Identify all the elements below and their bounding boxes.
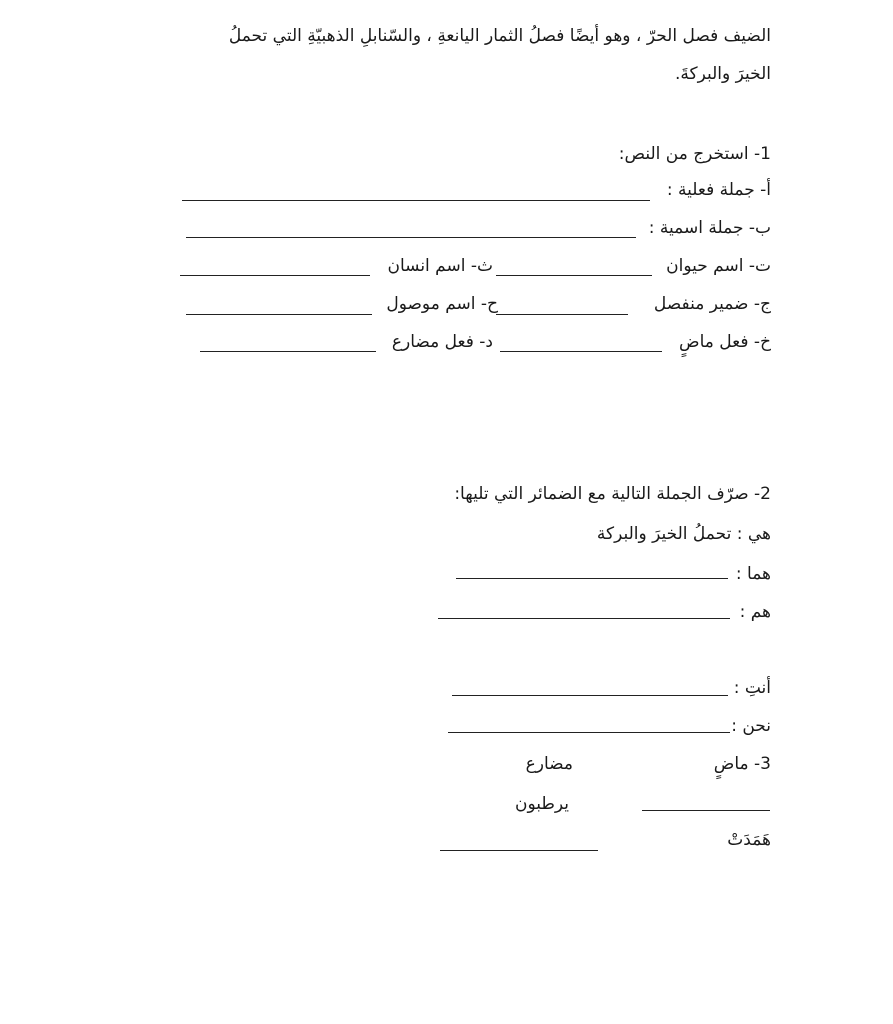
q1-b-answer-line[interactable] [186,237,636,238]
q2-heading: 2- صرّف الجملة التالية مع الضمائر التي تليها: [454,484,771,504]
q1-th-answer-line[interactable] [180,275,370,276]
q1-t-answer-line[interactable] [496,275,652,276]
q1-d-label: د- فعل مضارع [391,332,493,352]
q1-d-answer-line[interactable] [200,351,376,352]
q2-huma-label: هما : [735,564,771,584]
q3-heading: 3- ماضٍ [713,754,771,774]
q3-mudari-header: مضارع [525,754,573,774]
q2-huma-answer-line[interactable] [456,578,728,579]
q1-t-label: ت- اسم حيوان [666,256,771,276]
q1-h-label: ح- اسم موصول [386,294,498,314]
q2-anti-label: أنتِ : [733,678,771,698]
q1-kh-answer-line[interactable] [500,351,662,352]
q2-hum-label: هم : [739,602,771,622]
q2-hum-answer-line[interactable] [438,618,730,619]
passage-line-1: الضيف فصل الحرّ ، وهو أيضًا فصلُ الثمار اليانعةِ ، والسّنابلِ الذهبيّةِ التي تحملُ [228,26,771,46]
passage-line-2: الخيرَ والبركةَ. [674,64,771,84]
q1-j-label: ج- ضمير منفصل [653,294,771,314]
q1-j-answer-line[interactable] [496,314,628,315]
q2-nahnu-label: نحن : [731,716,771,736]
q1-th-label: ث- اسم انسان [387,256,493,276]
q1-heading: 1- استخرج من النص: [618,144,771,164]
q3-row2-word: هَمَدَتْ [727,830,771,850]
q3-row2-mudari-answer-line[interactable] [440,850,598,851]
q1-a-label: أ- جملة فعلية : [666,180,771,200]
q3-row1-madi-answer-line[interactable] [642,810,770,811]
q1-h-answer-line[interactable] [186,314,372,315]
q1-a-answer-line[interactable] [182,200,650,201]
q2-anti-answer-line[interactable] [452,695,728,696]
q2-example: هي : تحملُ الخيرَ والبركة [596,524,771,544]
q3-row1-word: يرطبون [514,794,569,814]
q1-kh-label: خ- فعل ماضٍ [679,332,771,352]
q1-b-label: ب- جملة اسمية : [648,218,771,238]
q2-nahnu-answer-line[interactable] [448,732,730,733]
